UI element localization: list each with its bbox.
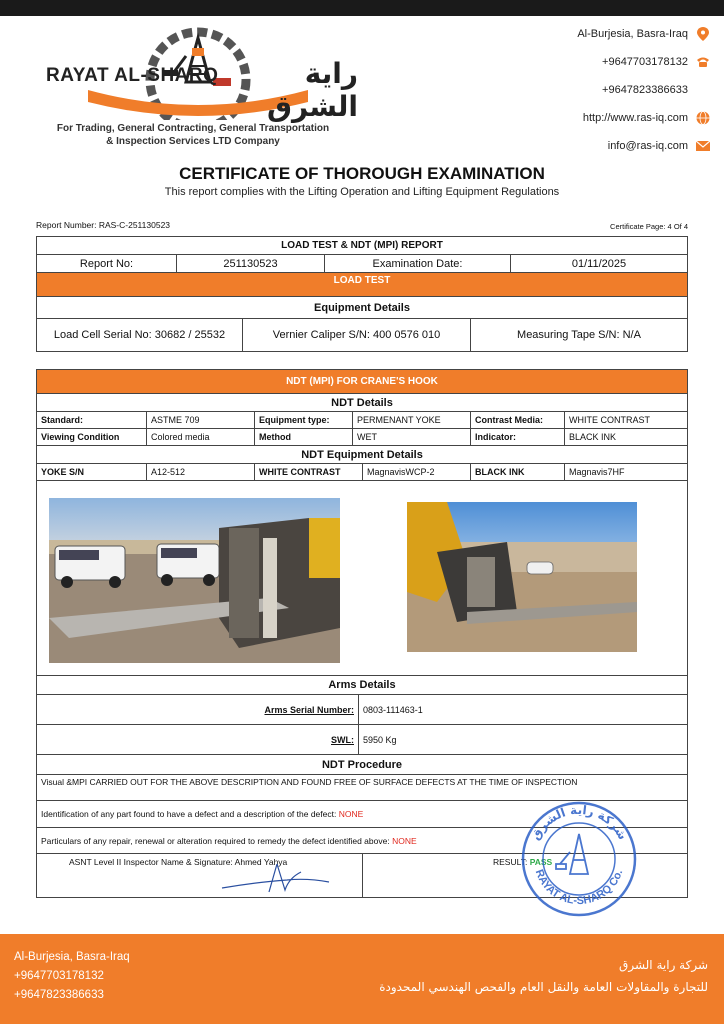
arms-serial-row: [37, 695, 687, 725]
footer-arabic: [379, 954, 708, 998]
equip-type-label: Equipment type:: [255, 412, 353, 428]
load-test-header: LOAD TEST & NDT (MPI) REPORT: [37, 237, 687, 255]
contact-phone-2: [490, 76, 710, 104]
ndt-label: NDT (MPI) FOR CRANE'S HOOK: [37, 370, 687, 394]
white-contrast-value: MagnavisWCP-2: [363, 464, 471, 480]
footer-phone-1: +9647703178132: [14, 970, 104, 982]
equipment-row: [37, 319, 687, 351]
footer-arabic-line-2: للتجارة والمقاولات العامة والنقل العام والفحص الهندسي المحدودة: [379, 980, 708, 994]
ndt-procedure-header: NDT Procedure: [37, 755, 687, 775]
yoke-value: A12-512: [147, 464, 255, 480]
exam-date-value: 01/11/2025: [571, 257, 627, 270]
load-test-section: [36, 236, 688, 352]
equipment-details-header: Equipment Details: [37, 297, 687, 319]
inspector-label: ASNT Level II Inspector Name & Signature: Ahmed Yahya: [69, 857, 288, 867]
load-cell-serial: Load Cell Serial No: 30682 / 25532: [37, 319, 243, 351]
report-no-label: Report No:: [37, 255, 177, 272]
tagline-line-1: For Trading, General Contracting, General Transportation: [56, 123, 330, 134]
result-label: RESULT:: [493, 857, 528, 867]
globe-icon: [696, 111, 710, 125]
equip-type-value: PERMENANT YOKE: [353, 412, 471, 428]
contact-block: [490, 20, 710, 160]
company-logo: [38, 20, 358, 150]
stamp-derrick-icon: [556, 834, 588, 874]
viewing-label: Viewing Condition: [37, 429, 147, 445]
black-ink-label: BLACK INK: [471, 464, 565, 480]
company-stamp: [520, 800, 638, 918]
indicator-label: Indicator:: [471, 429, 565, 445]
repair-label: Particulars of any repair, renewal or alteration required to remedy the defect identified above:: [41, 835, 390, 846]
contrast-media-label: Contrast Media:: [471, 412, 565, 428]
signature-scribble: [217, 860, 337, 894]
black-ink-value: Magnavis7HF: [569, 467, 625, 477]
envelope-icon: [696, 139, 710, 153]
certificate-page: Certificate Page: 4 Of 4: [610, 222, 688, 231]
load-test-label: LOAD TEST: [37, 273, 687, 297]
contact-email[interactable]: [490, 132, 710, 160]
method-label: Method: [255, 429, 353, 445]
yoke-label: YOKE S/N: [37, 464, 147, 480]
phone-2-text: +9647823386633: [602, 84, 688, 96]
footer-address: Al-Burjesia, Basra-Iraq: [14, 951, 130, 963]
stamp-english-text: RAYAT AL-SHARQ Co.: [532, 867, 626, 908]
email-link[interactable]: info@ras-iq.com: [607, 140, 688, 152]
phone-1-text: +9647703178132: [602, 56, 688, 68]
contact-address: [490, 20, 710, 48]
address-text: Al-Burjesia, Basra-Iraq: [577, 28, 688, 40]
procedure-line-1: Visual &MPI CARRIED OUT FOR THE ABOVE DESCRIPTION AND FOUND FREE OF SURFACE DEFECTS AT THE TIME OF INSPECTION: [37, 775, 687, 801]
stamp-arabic-text: شركة راية الشرق: [528, 802, 630, 843]
certificate-subtitle: This report complies with the Lifting Operation and Lifting Equipment Regulations: [164, 186, 560, 198]
swl-label: SWL:: [331, 734, 354, 745]
arms-serial-label-cell: [37, 695, 359, 724]
result-value: PASS: [529, 857, 553, 867]
defect-description-value: NONE: [338, 809, 364, 819]
vernier-serial: Vernier Caliper S/N: 400 0576 010: [243, 319, 471, 351]
top-bar: [0, 0, 724, 16]
phone-icon: [696, 55, 710, 69]
standard-label: Standard:: [37, 412, 147, 428]
company-name-en: RAYAT AL-SHARQ: [46, 65, 219, 86]
swl-row: [37, 725, 687, 755]
contact-phone-1: [490, 48, 710, 76]
indicator-value: BLACK INK: [569, 432, 617, 442]
repair-value: NONE: [392, 835, 417, 846]
footer: [0, 934, 724, 1024]
website-link[interactable]: http://www.ras-iq.com: [582, 112, 688, 124]
inspector-cell: [37, 854, 363, 898]
location-pin-icon: [696, 27, 710, 41]
ndt-row-1: [37, 412, 687, 429]
tape-serial: Measuring Tape S/N: N/A: [517, 329, 641, 341]
company-tagline: [38, 122, 348, 148]
ndt-equipment-header: NDT Equipment Details: [37, 446, 687, 464]
certificate-title: CERTIFICATE OF THOROUGH EXAMINATION: [179, 164, 545, 183]
report-row: [37, 255, 687, 273]
arms-details-header: Arms Details: [37, 675, 687, 695]
swl-value: 5950 Kg: [363, 734, 397, 745]
white-contrast-label: WHITE CONTRAST: [255, 464, 363, 480]
photo-forklift-inspection: [49, 498, 340, 663]
contact-website[interactable]: [490, 104, 710, 132]
exam-date-label: Examination Date:: [325, 255, 511, 272]
footer-contact: [14, 948, 130, 1005]
arms-serial-value: 0803-111463-1: [363, 704, 423, 715]
ndt-details-header: NDT Details: [37, 394, 687, 412]
defect-description-label: Identification of any part found to have a defect and a description of the defect:: [41, 809, 337, 819]
contrast-media-value: WHITE CONTRAST: [569, 415, 650, 425]
footer-arabic-line-1: شركة راية الشرق: [619, 958, 708, 972]
report-number: Report Number: RAS-C-251130523: [36, 220, 171, 230]
photo-loader-forks: [407, 502, 637, 652]
report-no-value: 251130523: [177, 255, 325, 272]
company-name-ar: راية الشرق: [266, 57, 358, 123]
arms-serial-label: Arms Serial Number:: [264, 704, 354, 715]
footer-phone-2: +9647823386633: [14, 989, 104, 1001]
tagline-line-2: & Inspection Services LTD Company: [106, 136, 280, 147]
method-value: WET: [353, 429, 471, 445]
ndt-row-2: [37, 429, 687, 446]
ndt-equipment-row: [37, 464, 687, 481]
swl-label-cell: [37, 725, 359, 754]
standard-value: ASTME 709: [147, 412, 255, 428]
viewing-value: Colored media: [147, 429, 255, 445]
